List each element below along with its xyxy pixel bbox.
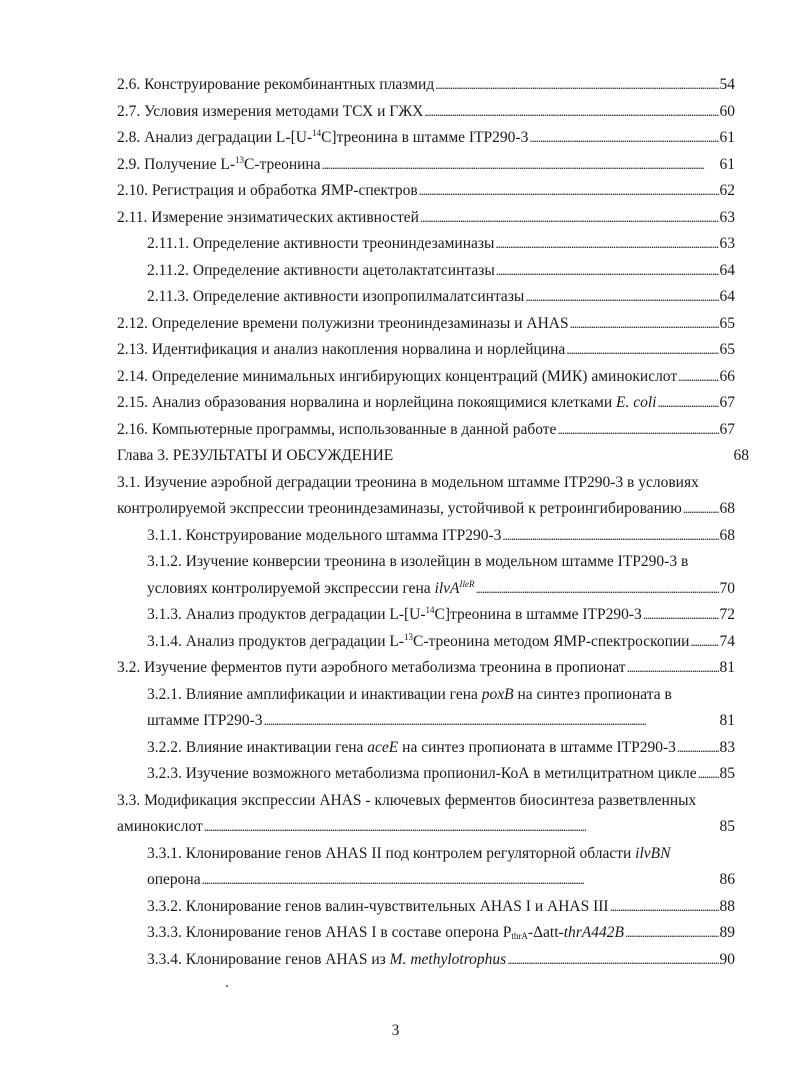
toc-entry[interactable]: 3.1.3. Анализ продуктов деградации L-[U-$^{14}$C]треонина в штамме ITP290-3 . . . 72 [147,602,735,628]
toc-entry[interactable]: 3.3.3. Клонирование генов AHAS I в составе оперона $P_{thrA}-\Delta att-thrA442B$ . . . 89 [147,920,735,946]
toc-entry[interactable]: оперона . . . 86 [147,867,735,893]
toc-entry[interactable]: 2.6. Конструирование рекомбинантных плазмид . . . 54 [117,72,735,98]
toc-chapter-heading[interactable]: Глава 3. РЕЗУЛЬТАТЫ И ОБСУЖДЕНИЕ 68 [117,447,749,464]
toc-entry[interactable]: 2.16. Компьютерные программы, использованные в данной работе . . . 67 [117,417,735,443]
toc-entry[interactable]: штамме ITP290-3 . . . 81 [147,708,735,734]
toc-entry[interactable]: 3.2.3. Изучение возможного метаболизма пропионил-КоА в метилцитратном цикле . . . 85 [147,761,735,787]
toc-entry[interactable]: 2.11.1. Определение активности треониндезаминазы . . . 63 [147,231,735,257]
toc-entry[interactable]: 2.13. Идентификация и анализ накопления норвалина и норлейцина . . . 65 [117,337,735,363]
toc-entry[interactable]: 2.12. Определение времени полужизни треониндезаминазы и AHAS . . . 65 [117,311,735,337]
scan-speck [226,985,228,987]
toc-entry[interactable]: 2.11. Измерение энзиматических активностей . . . 63 [117,205,735,231]
toc-entry[interactable]: условиях контролируемой экспрессии гена ilvA$^{IleR}$ . . . 70 [147,576,735,602]
toc-entry[interactable]: 3.2.2. Влияние инактивации гена aceE на синтез пропионата в штамме ITP290-3 . . . 83 [147,735,735,761]
toc-entry[interactable]: 2.10. Регистрация и обработка ЯМР-спектров . . . 62 [117,178,735,204]
toc-entry[interactable]: 2.7. Условия измерения методами ТСХ и ГЖХ . . . 60 [117,99,735,125]
toc-entry-line1[interactable]: 3.3.1. Клонирование генов AHAS II под контролем регуляторной области ilvBN [147,845,671,862]
toc-entry-line1[interactable]: 3.2.1. Влияние амплификации и инактивации гена poxB на синтез пропионата в [147,686,672,703]
toc-entry[interactable]: аминокислот . . . 85 [117,814,735,840]
toc-entry[interactable]: 3.2. Изучение ферментов пути аэробного метаболизма треонина в пропионат . . . 81 [117,655,735,681]
toc-entry[interactable]: 2.9. Получение L-$^{13}$C-треонина . . . 61 [117,152,735,178]
toc-entry[interactable]: 3.3.2. Клонирование генов валин-чувствительных AHAS I и AHAS III . . . 88 [147,894,735,920]
toc-entry[interactable]: 2.11.3. Определение активности изопропилмалатсинтазы . . . 64 [147,284,735,310]
page-number: 3 [391,1022,400,1039]
toc-entry-line1[interactable]: 3.1.2. Изучение конверсии треонина в изолейцин в модельном штамме ITP290-3 в [147,553,689,570]
toc-entry[interactable]: 3.1.1. Конструирование модельного штамма ITP290-3 . . . 68 [147,523,735,549]
toc-entry[interactable]: 2.15. Анализ образования норвалина и норлейцина покоящимися клетками E. coli . . . 67 [117,390,735,416]
toc-entry-line1[interactable]: 3.3. Модификация экспрессии AHAS - ключевых ферментов биосинтеза разветвленных [117,792,697,809]
toc-entry[interactable]: 2.14. Определение минимальных ингибирующих концентраций (МИК) аминокислот . . . 66 [117,364,735,390]
toc-entry[interactable]: 3.1.4. Анализ продуктов деградации L-$^{13}$C-треонина методом ЯМР-спектроскопии . . . 74 [147,629,735,655]
toc-entry[interactable]: 2.8. Анализ деградации L-[U-$^{14}$C]треонина в штамме ITP290-3 . . . 61 [117,125,735,151]
toc-entry[interactable]: 3.3.4. Клонирование генов AHAS из M. methylotrophus . . . 90 [147,947,735,973]
toc-entry[interactable]: контролируемой экспрессии треониндезаминазы, устойчивой к ретроингибированию . . . 68 [117,496,735,522]
toc-entry-line1[interactable]: 3.1. Изучение аэробной деградации треонина в модельном штамме ITP290-3 в условиях [117,474,699,491]
toc-entry[interactable]: 2.11.2. Определение активности ацетолактатсинтазы . . . 64 [147,258,735,284]
